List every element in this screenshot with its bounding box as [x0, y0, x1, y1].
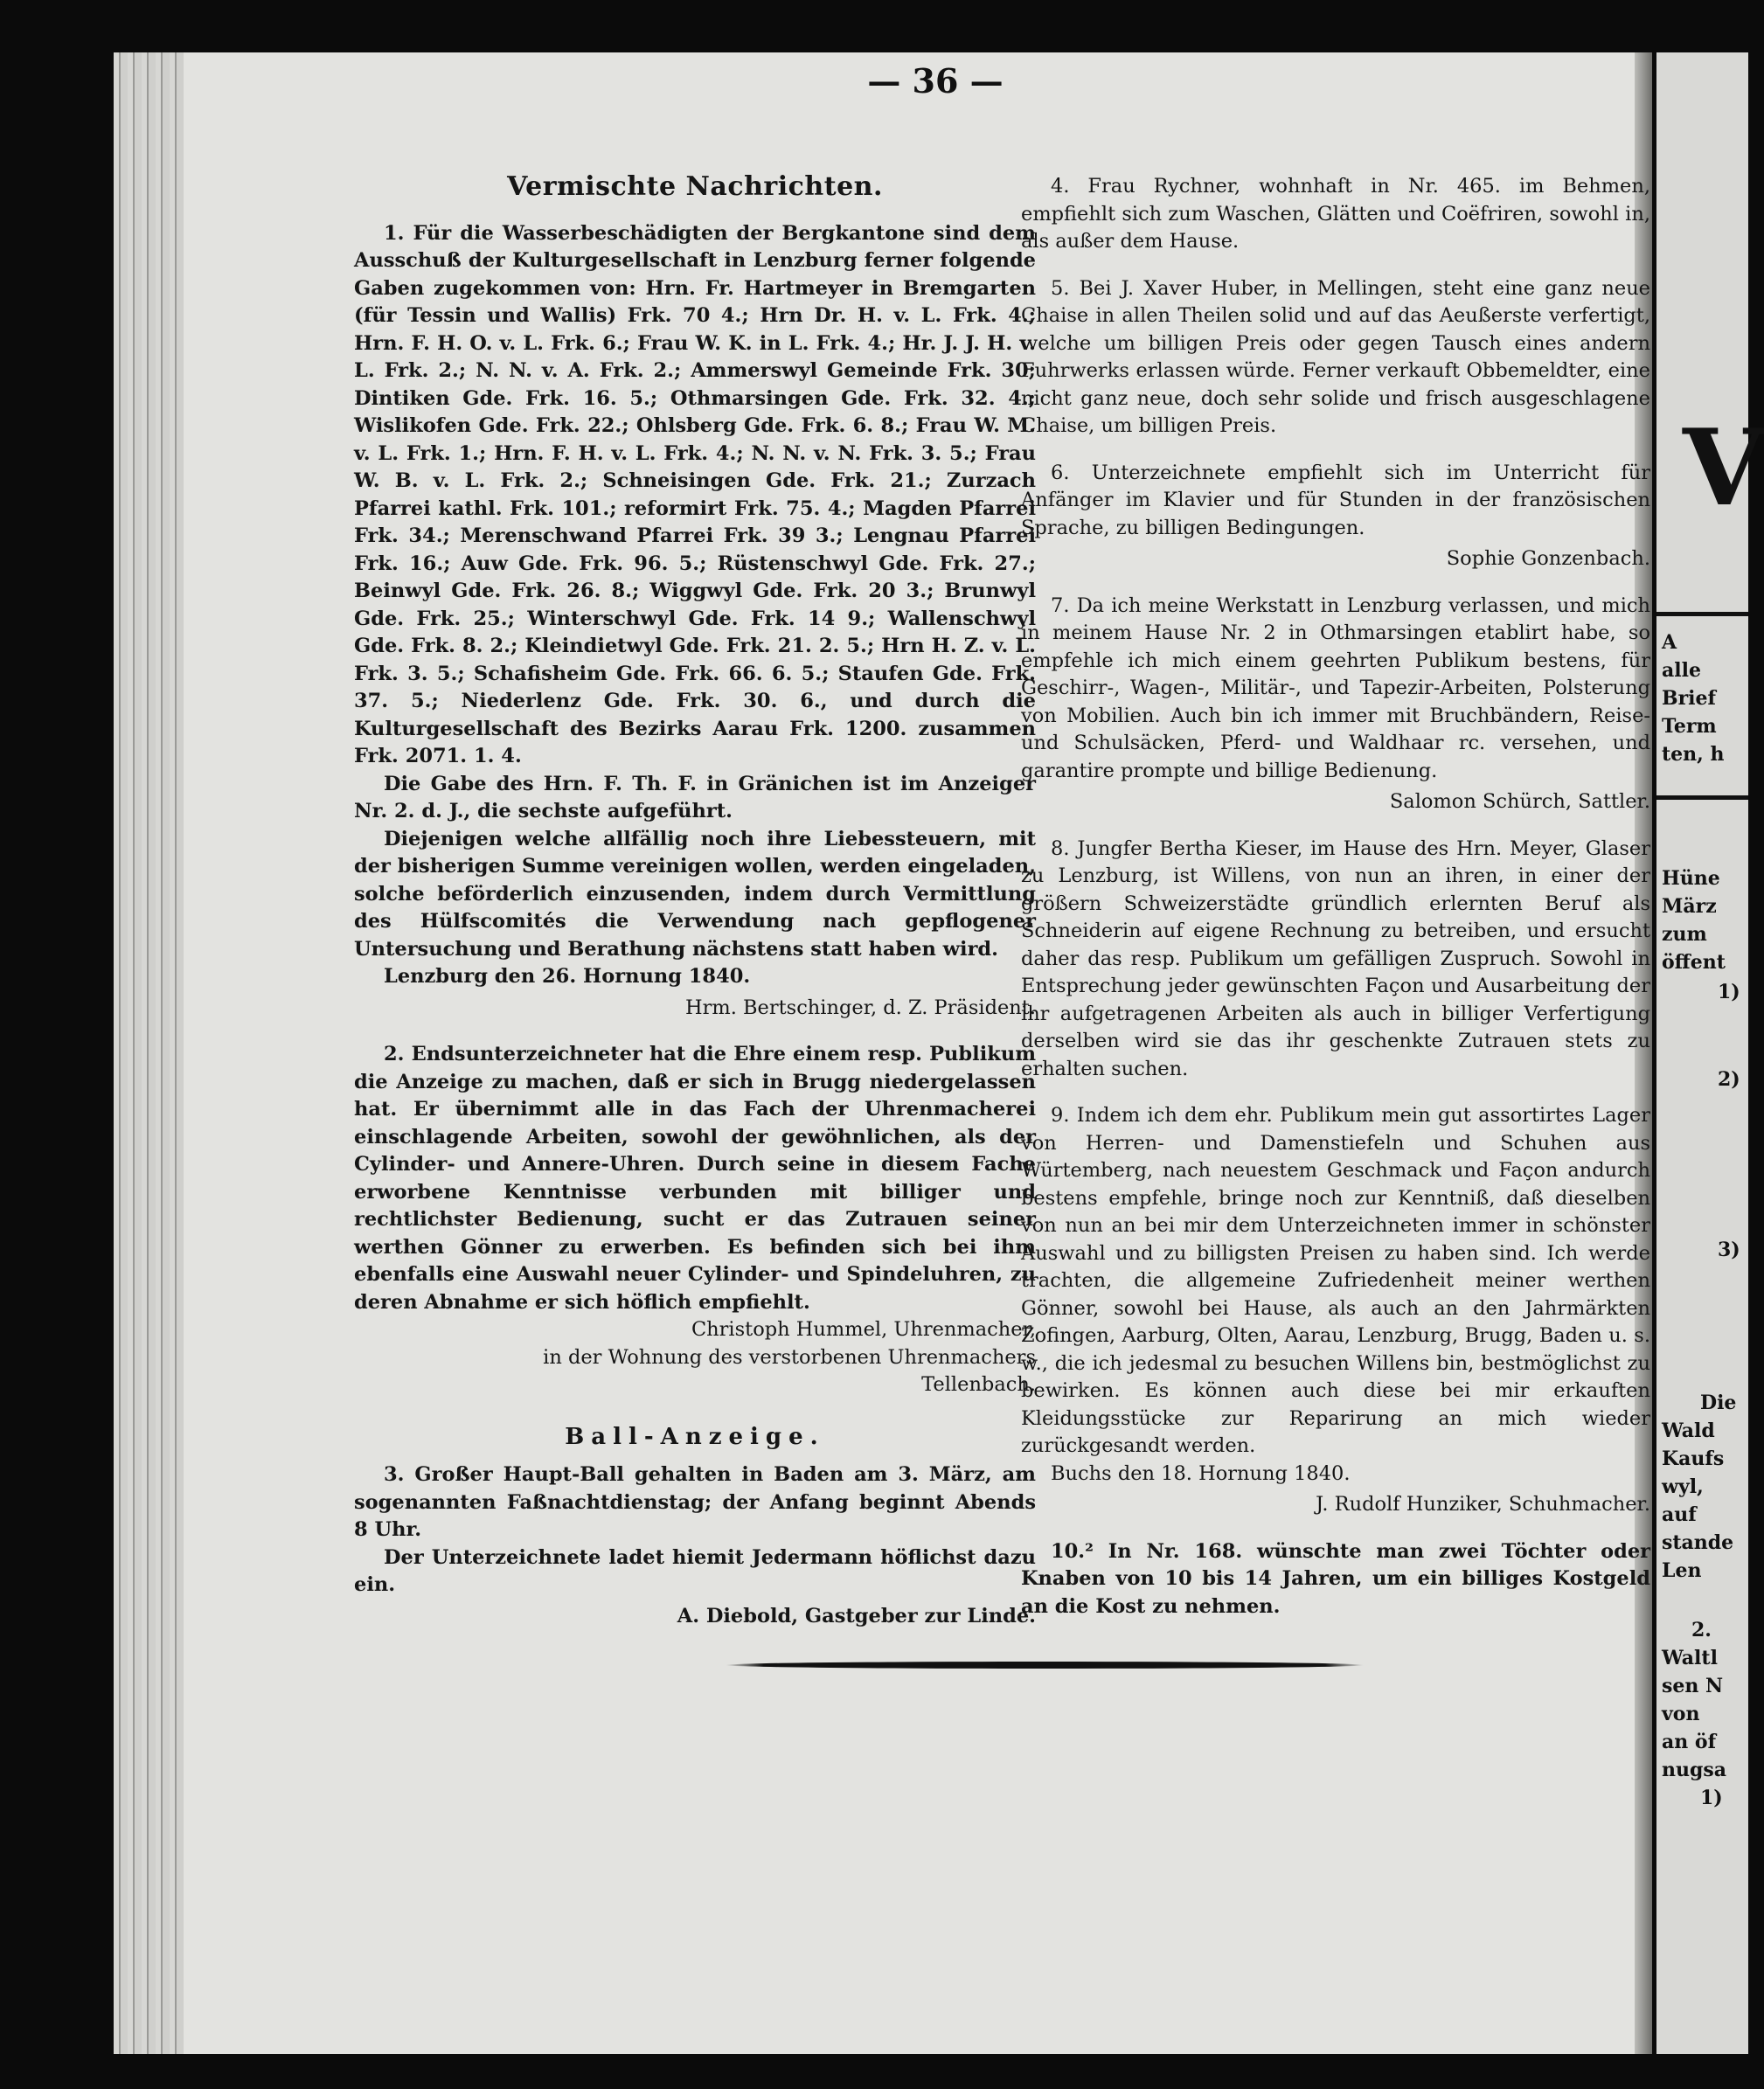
right-column: [1021, 173, 1650, 1640]
facing-fragment: Hüne: [1662, 867, 1720, 890]
entry-7-signature: Salomon Schürch, Sattler.: [1389, 790, 1650, 813]
facing-page-rule-2: [1656, 795, 1748, 800]
entry-2-signature-place-2: Tellenbach.: [921, 1373, 1036, 1396]
entry-9-text: 9. Indem ich dem ehr. Publikum mein gut assortirtes Lager von Herren- und Damenstiefeln und Schuhen aus Würtemberg, nach neuestem Geschmack und Façon andurch bestens empfehle, bringe noch zur Kenntniß, daß dieselben von nun an bei mir dem Unterzeichneten immer in schönster Auswahl und zu billigsten Preisen zu haben sind. Ich werde trachten, die allgemeine Zufriedenheit meiner werthen Gönner, sowohl bei Hause, als auch an den Jahrmärkten Zofingen, Aarburg, Olten, Aarau, Lenzburg, Brugg, Baden u. s. w., die ich jedesmal zu besuchen Willens bin, bestmöglichst zu bewirken. Es können auch diese bei mir erkauften Kleidungsstücke zur Reparirung an mich wieder zurückgesandt werden.: [1021, 1104, 1650, 1457]
entry-5-text: 5. Bei J. Xaver Huber, in Mellingen, steht eine ganz neue Chaise in allen Theilen solid und auf das Aeußerste verfertigt, welche um billigen Preis oder gegen Tausch eines andern Fuhrwerks erlassen würde. Ferner verkauft Obbemeldter, eine nicht ganz neue, doch sehr solide und frisch ausgeschlagene Chaise, um billigen Preis.: [1021, 276, 1650, 437]
entry-2-signature-place: in der Wohnung des verstorbenen Uhrenmachers: [543, 1345, 1036, 1369]
entry-3: [354, 1461, 1036, 1630]
page-edge-strips: [114, 52, 184, 2054]
facing-page-strip: [1656, 52, 1764, 2054]
entry-3-signature: A. Diebold, Gastgeber zur Linde.: [677, 1604, 1036, 1627]
facing-fragment: 1): [1718, 981, 1740, 1003]
facing-fragment: sen N: [1662, 1675, 1724, 1697]
facing-fragment: nugsa: [1662, 1759, 1727, 1781]
entry-6-text: 6. Unterzeichnete empfiehlt sich im Unterricht für Anfänger im Klavier und für Stunden in der französischen Sprache, zu billigen Bedingungen.: [1021, 461, 1650, 539]
facing-fragment: A: [1662, 631, 1677, 654]
left-column: [354, 173, 1036, 1649]
entry-8: [1021, 836, 1650, 1084]
entry-9-signature: J. Rudolf Hunziker, Schuhmacher.: [1316, 1493, 1650, 1516]
entry-6-signature: Sophie Gonzenbach.: [1446, 547, 1650, 570]
entry-9: [1021, 1102, 1650, 1519]
facing-fragment: stande: [1662, 1531, 1734, 1554]
facing-fragment: 3): [1718, 1239, 1740, 1261]
facing-fragment: 1): [1700, 1787, 1723, 1809]
entry-1-date: Lenzburg den 26. Hornung 1840.: [384, 965, 751, 988]
entry-1: [354, 220, 1036, 1023]
entry-4-text: 4. Frau Rychner, wohnhaft in Nr. 465. im Behmen, empfiehlt sich zum Waschen, Glätten und Coëfriren, sowohl in, als außer dem Hause.: [1021, 175, 1650, 253]
entry-1-text: 1. Für die Wasserbeschädigten der Bergkantone sind dem Ausschuß der Kulturgesellschaft in Lenzburg ferner folgende Gaben zugekommen von: Hrn. Fr. Hartmeyer in Bremgarten (für Tessin und Wallis) Frk. 70 4.; Hrn Dr. H. v. L. Frk. 4.; Hrn. F. H. O. v. L. Frk. 6.; Frau W. K. in L. Frk. 4.; Hr. J. J. H. v. L. Frk. 2.; N. N. v. A. Frk. 2.; Ammerswyl Gemeinde Frk. 30; Dintiken Gde. Frk. 16. 5.; Othmarsingen Gde. Frk. 32. 4.; Wislikofen Gde. Frk. 22.; Ohlsberg Gde. Frk. 6. 8.; Frau W. M. v. L. Frk. 1.; Hrn. F. H. v. L. Frk. 4.; N. N. v. N. Frk. 3. 5.; Frau W. B. v. L. Frk. 2.; Schneisingen Gde. Frk. 21.; Zurzach Pfarrei kathl. Frk. 101.; reformirt Frk. 75. 4.; Magden Pfarrei Frk. 34.; Merenschwand Pfarrei Frk. 39 3.; Lengnau Pfarrei Frk. 16.; Auw Gde. Frk. 96. 5.; Rüstenschwyl Gde. Frk. 27.; Beinwyl Gde. Frk. 26. 8.; Wiggwyl Gde. Frk. 20 3.; Brunwyl Gde. Frk. 25.; Winterschwyl Gde. Frk. 14 9.; Wallenschwyl Gde. Frk. 8. 2.; Kleindietwyl Gde. Frk. 21. 2. 5.; Hrn H. Z. v. L. Frk. 3. 5.; Schafisheim Gde. Frk. 66. 6. 5.; Staufen Gde. Frk. 37. 5.; Niederlenz Gde. Frk. 30. 6., und durch die Kulturgesellschaft des Bezirks Aarau Frk. 1200. zusammen Frk. 2071. 1. 4.: [354, 221, 1036, 767]
entry-3-invite: Der Unterzeichnete ladet hiemit Jedermann höflichst dazu ein.: [354, 1545, 1036, 1596]
entry-10-text: 10.² In Nr. 168. wünschte man zwei Töchter oder Knaben von 10 bis 14 Jahren, um ein billiges Kostgeld an die Kost zu nehmen.: [1021, 1539, 1650, 1618]
facing-fragment: an öf: [1662, 1731, 1717, 1753]
facing-fragment: März: [1662, 895, 1717, 918]
facing-fragment: Die: [1700, 1392, 1737, 1414]
facing-fragment: zum: [1662, 923, 1707, 946]
facing-fragment: Term: [1662, 715, 1717, 738]
facing-fragment: alle: [1662, 659, 1701, 682]
entry-8-text: 8. Jungfer Bertha Kieser, im Hause des Hrn. Meyer, Glaser zu Lenzburg, ist Willens, von nun an ihren, in einer der größern Schweizerstädte gründlich erlernten Beruf als Schneiderin auf eigene Rechnung zu betreiben, und ersucht daher das resp. Publikum um gefälligen Zuspruch. Sowohl in Entsprechung jeder gewünschten Façon und Ausarbeitung der ihr aufgetragenen Arbeiten als auch in billiger Verfertigung derselben wird sie das ihr geschenkte Zutrauen stets zu erhalten suchen.: [1021, 836, 1650, 1080]
facing-fragment: öffent: [1662, 951, 1726, 974]
section-heading: Vermischte Nachrichten.: [507, 171, 883, 202]
entry-2-text: 2. Endsunterzeichneter hat die Ehre einem resp. Publikum die Anzeige zu machen, daß er sich in Brugg niedergelassen hat. Er übernimmt alle in das Fach der Uhrenmacherei einschlagende Arbeiten, sowohl der gewöhnlichen, als der Cylinder- und Annere-Uhren. Durch seine in diesem Fache erworbene Kenntnisse verbunden mit billiger und rechtlichster Bedienung, sucht er das Zutrauen seiner werthen Gönner zu erwerben. Es befinden sich bei ihm ebenfalls eine Auswahl neuer Cylinder- und Spindeluhren, zu deren Abnahme er sich höflich empfiehlt.: [354, 1043, 1036, 1314]
facing-fragment: 2.: [1691, 1619, 1712, 1641]
entry-7: [1021, 593, 1650, 816]
entry-6: [1021, 460, 1650, 573]
entry-2-signature-name: Christoph Hummel, Uhrenmacher,: [691, 1318, 1036, 1341]
entry-1-note: Die Gabe des Hrn. F. Th. F. in Gränichen ist im Anzeiger Nr. 2. d. J., die sechste aufgeführt.: [354, 772, 1036, 822]
page-number: — 36 —: [867, 61, 1004, 101]
entry-4: [1021, 173, 1650, 256]
entry-1-signature: Hrm. Bertschinger, d. Z. Präsident.: [684, 996, 1036, 1019]
entry-1-appeal: Diejenigen welche allfällig noch ihre Liebessteuern, mit der bisherigen Summe vereinigen wollen, werden eingeladen, solche beförderlich einzusenden, indem durch Vermittlung des Hülfscomités die Verwendung nach gepflogener Untersuchung und Berathung nächstens statt haben wird.: [354, 827, 1036, 961]
facing-fragment: ten, h: [1662, 743, 1725, 766]
facing-page-initial: V: [1683, 406, 1764, 530]
facing-fragment: wyl,: [1662, 1475, 1704, 1498]
facing-page-rule-1: [1656, 612, 1748, 616]
entry-7-text: 7. Da ich meine Werkstatt in Lenzburg verlassen, und mich in meinem Hause Nr. 2 in Othmarsingen etablirt habe, so empfehle ich mich einem geehrten Publikum bestens, für Geschirr-, Wagen-, Militär-, und Tapezir-Arbeiten, Polsterung von Mobilien. Auch bin ich immer mit Bruchbändern, Reise- und Schulsäcken, Pferd- und Waldhaar rc. versehen, und garantire prompte und billige Bedienung.: [1021, 593, 1650, 782]
facing-fragment: auf: [1662, 1503, 1697, 1526]
facing-fragment: Waltl: [1662, 1647, 1718, 1669]
ball-heading: Ball-Anzeige.: [565, 1423, 825, 1450]
facing-fragment: Kaufs: [1662, 1447, 1725, 1470]
entry-5: [1021, 275, 1650, 441]
facing-fragment: 2): [1718, 1068, 1740, 1091]
facing-fragment: Wald: [1662, 1419, 1715, 1442]
entry-9-date: Buchs den 18. Hornung 1840.: [1051, 1461, 1351, 1485]
facing-fragment: Brief: [1662, 687, 1717, 710]
closing-rule: [726, 1662, 1364, 1669]
entry-3-text: 3. Großer Haupt-Ball gehalten in Baden am 3. März, am sogenannten Faßnachtdienstag; der Anfang beginnt Abends 8 Uhr.: [354, 1463, 1036, 1541]
entry-2: [354, 1041, 1036, 1399]
facing-fragment: Len: [1662, 1559, 1702, 1582]
entry-10: [1021, 1538, 1650, 1621]
facing-fragment: von: [1662, 1703, 1700, 1725]
